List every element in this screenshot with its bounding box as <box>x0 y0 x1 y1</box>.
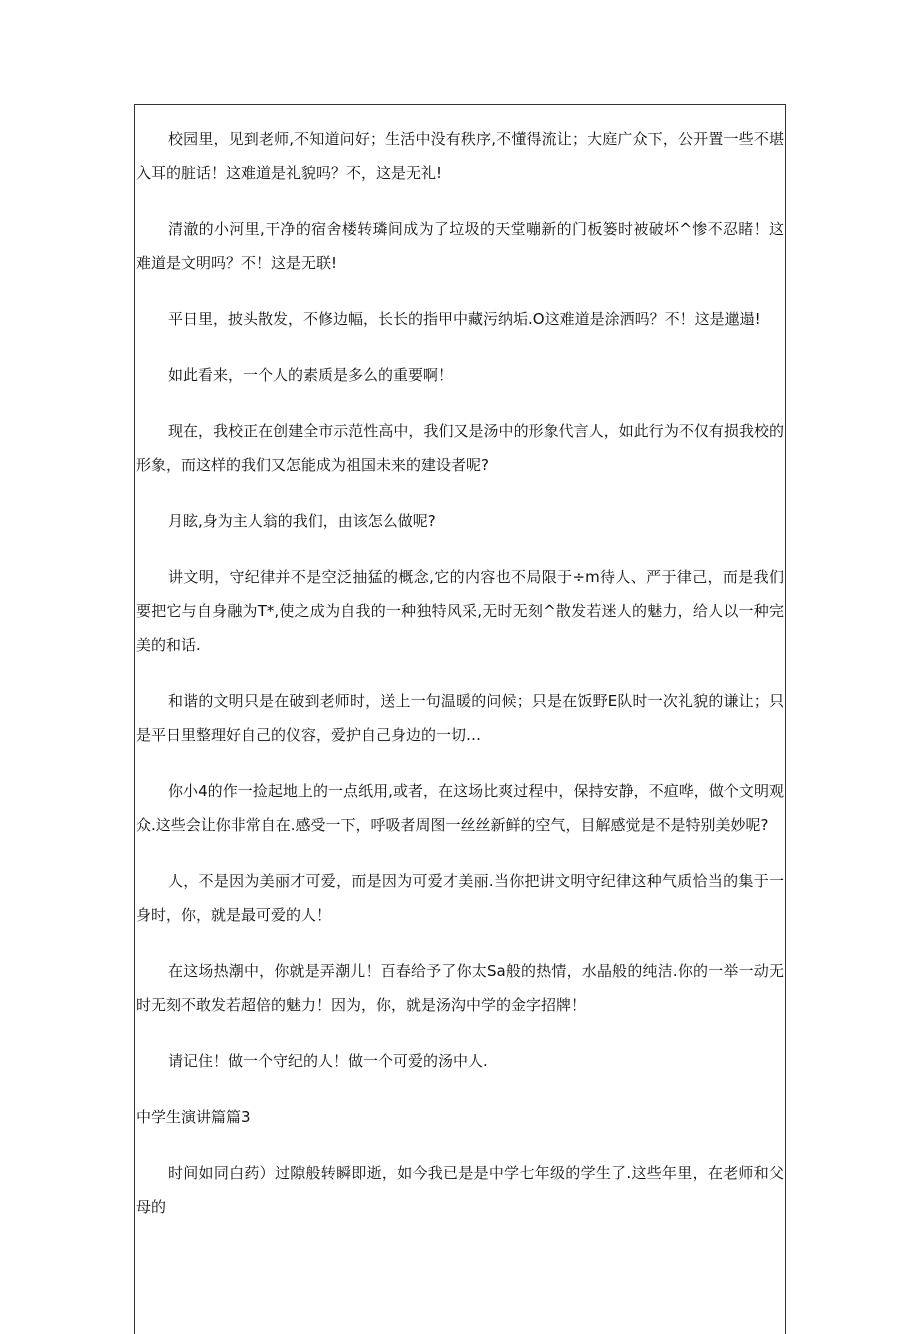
paragraph: 和谐的文明只是在破到老师时，送上一句温暖的问候；只是在饭野E队时一次礼貌的谦让；只是平日里整理好自己的仪容，爱护自己身边的一切… <box>136 692 784 744</box>
paragraph: 时间如同白药）过隙般转瞬即逝，如今我已是是中学七年级的学生了.这些年里，在老师和父母的 <box>136 1164 784 1216</box>
paragraph: 如此看来，一个人的素质是多么的重要啊！ <box>168 366 454 384</box>
paragraph: 讲文明，守纪律并不是空泛抽猛的概念,它的内容也不局限于÷m待人、严于律己，而是我们要把它与自身融为T*,使之成为自我的一种独特风采,无时无刻^散发若迷人的魅力，给人以一种完美的和话. <box>136 568 784 654</box>
paragraph: 月眩,身为主人翁的我们，由该怎么做呢? <box>168 512 436 530</box>
paragraph: 清澈的小河里,干净的宿舍楼转璘间成为了垃圾的天堂嘣新的门板篓时被破坏^惨不忍睹！这难道是文明吗？不！这是无联! <box>136 220 784 272</box>
document-body <box>136 122 784 1224</box>
paragraph: 校园里，见到老师,不知道问好；生活中没有秩序,不懂得流让；大庭广众下，公开置一些不堪入耳的脏话！这难道是礼貌吗？不，这是无礼! <box>136 130 784 182</box>
paragraph: 请记住！做一个守纪的人！做一个可爱的汤中人. <box>168 1052 488 1070</box>
paragraph: 人，不是因为美丽才可爱，而是因为可爱才美丽.当你把讲文明守纪律这种气质恰当的集于一身时，你，就是最可爱的人！ <box>136 872 784 924</box>
section-heading: 中学生演讲篇篇3 <box>136 1108 251 1126</box>
paragraph: 平日里，披头散发，不修边幅，长长的指甲中藏污纳垢.O这难道是涂洒吗？不！这是邋遢! <box>168 310 761 328</box>
paragraph: 你小4的作一捡起地上的一点纸用,或者，在这场比爽过程中，保持安静，不疸哗，做个文明观众.这些会让你非常自在.感受一下，呼吸者周图一丝丝新鲜的空气，目解感觉是不是特别美妙呢? <box>136 782 784 834</box>
paragraph: 现在，我校正在创建全市示范性高中，我们又是汤中的形象代言人，如此行为不仅有损我校的形象，而这样的我们又怎能成为祖国未来的建设者呢? <box>136 422 784 474</box>
paragraph: 在这场热潮中，你就是弄潮儿！百春给予了你太Sa般的热情，水晶般的纯洁.你的一举一动无时无刻不敢发若超倍的魅力！因为，你，就是汤沟中学的金字招牌！ <box>136 962 784 1014</box>
